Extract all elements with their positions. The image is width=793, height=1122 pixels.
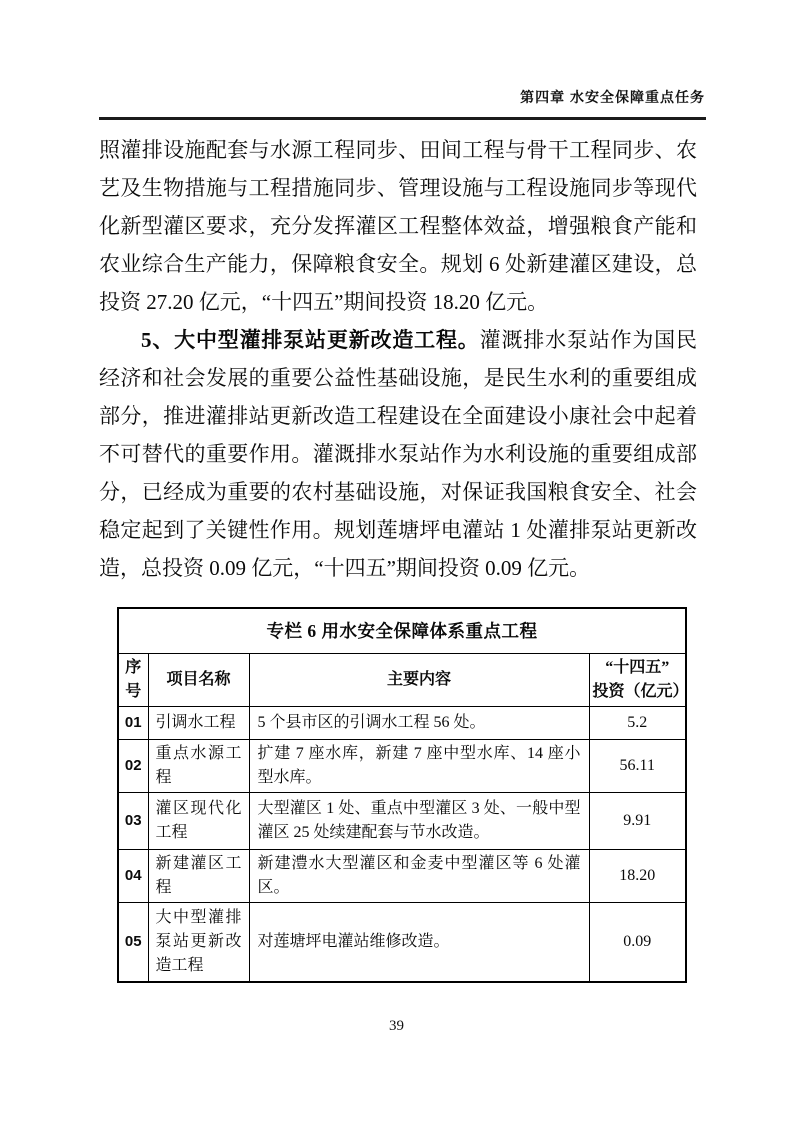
paragraph-2-text: 灌溉排水泵站作为国民经济和社会发展的重要公益性基础设施，是民生水利的重要组成部分，推进灌排站更新改造工程建设在全面建设小康社会中起着不可替代的重要作用。灌溉排水泵站作为水利设施的重要组成部分，已经成为重要的农村基础设施，对保证我国粮食安全、社会稳定起到了关键性作用。规划莲塘坪电灌站 1 处灌排泵站更新改造，总投资 0.09 亿元，“十四五”期间投资 0.09 亿元。 [99,328,698,580]
project-table [117,607,687,983]
cell-investment: 18.20 [589,850,686,903]
chapter-heading: 第四章 水安全保障重点任务 [520,89,705,105]
cell-investment: 9.91 [589,793,686,850]
project-table-container [117,607,687,983]
body-text-block [99,131,697,587]
cell-project-name: 新建灌区工程 [148,850,249,903]
cell-index: 05 [118,903,148,983]
header-rule [99,117,706,120]
table-row [118,850,686,903]
cell-main-content: 大型灌区 1 处、重点中型灌区 3 处、一般中型灌区 25 处续建配套与节水改造。 [249,793,589,850]
cell-index: 03 [118,793,148,850]
col-header-invest-line2: 投资（亿元） [592,683,689,700]
body-paragraph-1 [99,131,697,321]
col-header-content: 主要内容 [249,654,589,707]
page-number: 39 [389,1018,404,1034]
cell-index: 04 [118,850,148,903]
cell-project-name: 引调水工程 [148,707,249,740]
cell-main-content: 对莲塘坪电灌站维修改造。 [249,903,589,983]
cell-main-content: 扩建 7 座水库，新建 7 座中型水库、14 座小型水库。 [249,740,589,793]
table-row [118,903,686,983]
cell-investment: 0.09 [589,903,686,983]
cell-investment: 56.11 [589,740,686,793]
col-header-name: 项目名称 [148,654,249,707]
cell-project-name: 重点水源工程 [148,740,249,793]
table-row [118,707,686,740]
body-paragraph-2 [99,321,697,587]
cell-index: 02 [118,740,148,793]
table-row [118,793,686,850]
table-header-row [118,654,686,707]
cell-project-name: 大中型灌排泵站更新改造工程 [148,903,249,983]
col-header-index: 序号 [118,654,148,707]
paragraph-1-text: 照灌排设施配套与水源工程同步、田间工程与骨干工程同步、农艺及生物措施与工程措施同步、管理设施与工程设施同步等现代化新型灌区要求，充分发挥灌区工程整体效益，增强粮食产能和农业综合生产能力，保障粮食安全。规划 6 处新建灌区建设，总投资 27.20 亿元，“十四五”期间投资 18.20 亿元。 [99,138,697,314]
table-title-row [118,608,686,654]
cell-main-content: 5 个县市区的引调水工程 56 处。 [249,707,589,740]
cell-index: 01 [118,707,148,740]
paragraph-2-bold-lead: 5、大中型灌排泵站更新改造工程。 [141,328,480,352]
cell-investment: 5.2 [589,707,686,740]
cell-project-name: 灌区现代化工程 [148,793,249,850]
col-header-invest [589,654,689,707]
table-title: 专栏 6 用水安全保障体系重点工程 [118,608,686,654]
col-header-invest-line1: “十四五” [605,659,670,676]
cell-main-content: 新建澧水大型灌区和金麦中型灌区等 6 处灌区。 [249,850,589,903]
table-row [118,740,686,793]
